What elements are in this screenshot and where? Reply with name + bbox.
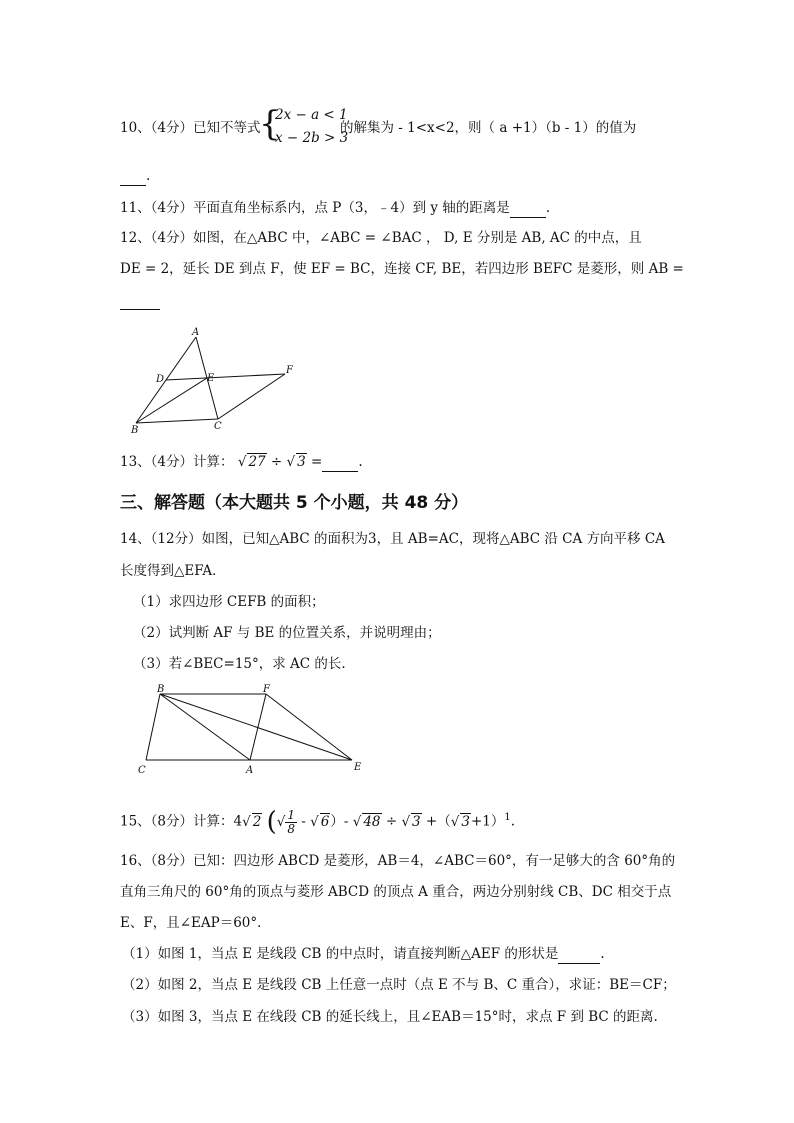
inequality-1: 2x − a < 1 (275, 107, 348, 123)
q16-sub-1 (122, 944, 605, 964)
answer-blank (322, 457, 358, 472)
fraction-numerator: 1 (287, 807, 296, 822)
period: . (545, 200, 551, 216)
q12-line-1: 12、（4分）如图，在△ABC 中，∠ABC = ∠BAC ， D, E 分别是 AB, AC 的中点，且 (120, 230, 642, 246)
sqrt-48: 48 (363, 813, 381, 830)
exponent: 1 (504, 812, 511, 823)
q16-line-3: E、F，且∠EAP＝60°． (120, 915, 271, 931)
inequality-2: x − 2b > 3 (275, 130, 349, 146)
q14-line-1: 14、（12分）如图，已知△ABC 的面积为3，且 AB=AC，现将△ABC 沿 CA 方向平移 CA (120, 531, 665, 547)
sqrt-27: 27 (248, 454, 266, 470)
q14-line-2: 长度得到△EFA． (120, 563, 226, 579)
q12-line-2: DE = 2，延长 DE 到点 F，使 EF = BC，连接 CF, BE，若四边形 BEFC 是菱形，则 AB = (120, 261, 684, 277)
section-3-title: 三、解答题（本大题共 5 个小题，共 48 分） (120, 493, 469, 513)
question-11 (120, 198, 550, 218)
fraction-one-eighth (285, 809, 297, 836)
label-e: E (354, 762, 362, 773)
answer-blank (558, 949, 600, 964)
q14-sub-2: （2）试判断 AF 与 BE 的位置关系，并说明理由； (133, 625, 441, 641)
q15-lead: 15、（8分）计算：4 (120, 813, 243, 830)
sqrt-3b: 3 (461, 813, 470, 830)
period: . (600, 946, 605, 962)
q15-tail: +1） (470, 813, 505, 830)
label-f: F (286, 365, 293, 376)
line-df (166, 374, 285, 380)
label-e: E (207, 373, 215, 384)
period: . (358, 454, 363, 470)
line-be (160, 694, 352, 760)
minus-sign: - (297, 813, 311, 830)
translation-figure (130, 682, 370, 777)
label-a: A (246, 765, 254, 776)
divide-sign: ÷ (381, 813, 402, 830)
q16-line-1: 16、（8分）已知：四边形 ABCD 是菱形，AB＝4，∠ABC＝60°，有一足够大的含 60°角的 (120, 853, 676, 869)
label-b: B (157, 684, 165, 695)
q11-text: 11、（4分）平面直角坐标系内，点 P（3，﹣4）到 y 轴的距离是 (120, 200, 510, 216)
sqrt-6: 6 (320, 813, 330, 830)
q10-answer-line (120, 166, 150, 186)
brace-symbol: { (259, 104, 281, 144)
equals-sign: = (306, 454, 323, 470)
line-bc (136, 419, 218, 423)
q14-sub-3: （3）若∠BEC=15°，求 AC 的长. (133, 656, 346, 672)
rhombus-figure (120, 325, 310, 440)
label-c: C (214, 421, 222, 432)
q16-line-2: 直角三角尺的 60°角的顶点与菱形 ABCD 的顶点 A 重合，两边分别射线 CB、DC 相交于点 (120, 884, 672, 900)
line-bc (146, 694, 160, 760)
line-fa (250, 694, 266, 760)
question-15: 15、（8分）计算：4√ 2 (√ $\frac{1}{8}$ - √ 6）- √ 48 ÷ √ 3 +（√ 3+1）$^1$. (120, 807, 516, 837)
line-be (136, 378, 207, 423)
q10-lead: 10、（4分）已知不等式 (120, 120, 261, 136)
label-c: C (138, 765, 146, 776)
sqrt-2: 2 (252, 813, 262, 830)
q13-lead: 13、（4分）计算： (120, 454, 234, 470)
answer-blank (510, 203, 546, 218)
q16-sub-3: （3）如图 3，当点 E 在线段 CB 的延长线上，且∠EAB＝15°时，求点 F 到 BC 的距离. (122, 1009, 658, 1025)
q15-mid: ）- (330, 813, 353, 830)
period: . (510, 813, 516, 830)
label-d: D (156, 374, 165, 385)
q14-sub-1: （1）求四边形 CEFB 的面积； (133, 594, 325, 610)
answer-blank (120, 171, 146, 186)
sqrt-3: 3 (412, 813, 421, 830)
label-a: A (192, 327, 200, 338)
divide-sign: ÷ (266, 454, 287, 470)
q16-sub-1-text: （1）如图 1，当点 E 是线段 CB 的中点时，请直接判断△AEF 的形状是 (122, 946, 559, 962)
label-b: B (131, 425, 139, 436)
fraction-denominator: 8 (287, 821, 296, 836)
line-ba (160, 694, 250, 760)
q10-tail: 的解集为 - 1<x<2，则（ a +1）（b - 1）的值为 (340, 120, 637, 136)
label-f: F (263, 684, 270, 695)
question-13: 13、（4分）计算： √ 27 ÷ √ 3 = . (120, 454, 363, 470)
sqrt-3: 3 (297, 454, 306, 470)
q12-answer-line (120, 290, 160, 310)
period: . (146, 168, 151, 184)
line-fe (266, 694, 352, 760)
answer-blank (120, 295, 160, 310)
plus-paren: +（ (421, 813, 451, 830)
q16-sub-2: （2）如图 2，当点 E 是线段 CB 上任意一点时（点 E 不与 B、C 重合），求证：BE＝CF； (122, 977, 676, 993)
line-cf (218, 374, 285, 419)
